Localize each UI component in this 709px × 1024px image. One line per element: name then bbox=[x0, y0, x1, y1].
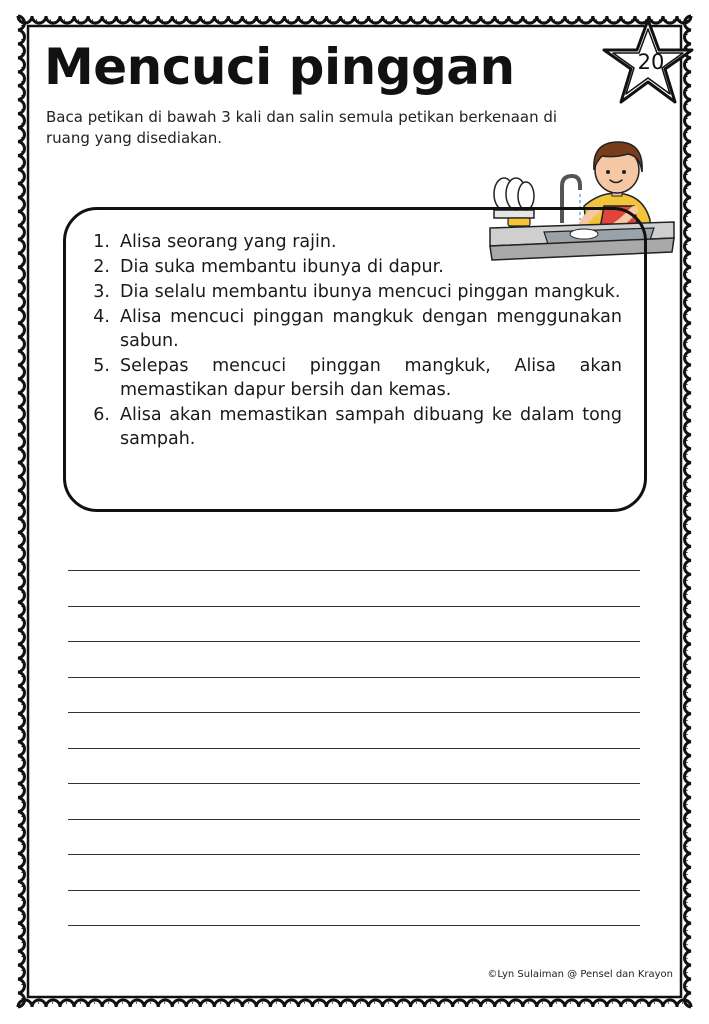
border-scallop-edge bbox=[18, 16, 24, 1007]
border-scallop-edge bbox=[685, 16, 691, 1007]
border-scallop-edge bbox=[18, 16, 691, 23]
border-scallop-edge bbox=[18, 1000, 691, 1007]
writing-line[interactable] bbox=[68, 606, 640, 642]
passage-item bbox=[80, 354, 622, 402]
passage-item-text: Alisa seorang yang rajin. bbox=[120, 232, 337, 252]
passage-item bbox=[80, 403, 622, 451]
page-title: Mencuci pinggan bbox=[44, 38, 515, 96]
writing-line[interactable] bbox=[68, 712, 640, 748]
passage-item bbox=[80, 230, 622, 254]
page-number-badge bbox=[598, 14, 698, 114]
passage-item-number: 3. bbox=[93, 282, 110, 302]
passage-item-text: Selepas mencuci pinggan mangkuk, Alisa akan memastikan dapur bersih dan kemas. bbox=[120, 356, 622, 400]
passage-list bbox=[80, 230, 622, 452]
passage-item-text: Alisa akan memastikan sampah dibuang ke dalam tong sampah. bbox=[120, 405, 622, 449]
instruction-text: Baca petikan di bawah 3 kali dan salin semula petikan berkenaan di ruang yang disediakan. bbox=[46, 108, 558, 147]
passage-item-number: 1. bbox=[93, 232, 110, 252]
credit-text: ©Lyn Sulaiman @ Pensel dan Krayon bbox=[487, 969, 673, 980]
writing-line[interactable] bbox=[68, 890, 640, 926]
passage-item-number: 4. bbox=[93, 307, 110, 327]
writing-line[interactable] bbox=[68, 641, 640, 677]
writing-line[interactable] bbox=[68, 854, 640, 890]
passage-item bbox=[80, 255, 622, 279]
passage-item-text: Dia selalu membantu ibunya mencuci pinggan mangkuk. bbox=[120, 282, 621, 302]
passage-item-number: 2. bbox=[93, 257, 110, 277]
writing-line[interactable] bbox=[68, 925, 640, 961]
passage-item-text: Alisa mencuci pinggan mangkuk dengan menggunakan sabun. bbox=[120, 307, 622, 351]
writing-line[interactable] bbox=[68, 783, 640, 819]
passage-item-number: 6. bbox=[93, 405, 110, 425]
page-number: 20 bbox=[637, 50, 665, 74]
writing-line[interactable] bbox=[68, 677, 640, 713]
passage-item bbox=[80, 280, 622, 304]
passage-item-text: Dia suka membantu ibunya di dapur. bbox=[120, 257, 444, 277]
writing-line[interactable] bbox=[68, 570, 640, 606]
writing-line[interactable] bbox=[68, 748, 640, 784]
passage-item bbox=[80, 305, 622, 353]
passage-item-number: 5. bbox=[93, 356, 110, 376]
writing-line[interactable] bbox=[68, 819, 640, 855]
writing-lines bbox=[68, 570, 640, 961]
